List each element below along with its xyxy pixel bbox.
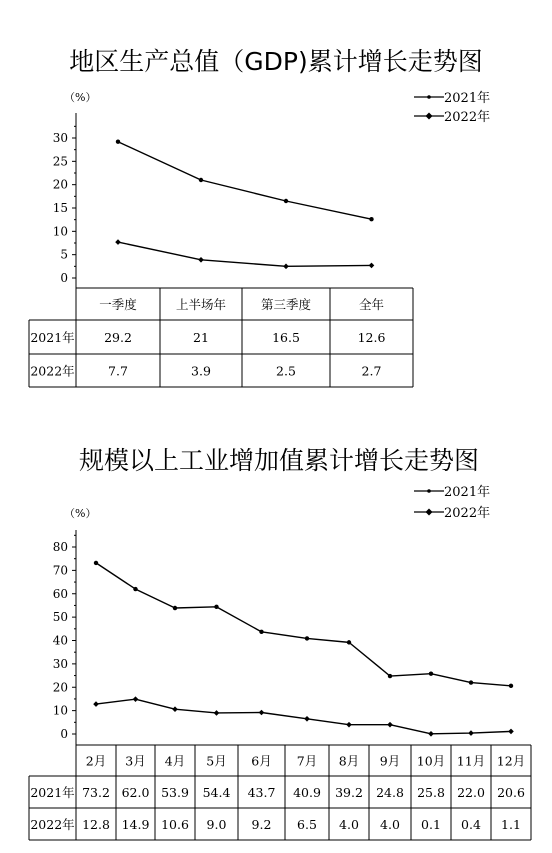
y-tick-label: 15	[52, 201, 68, 215]
table-value-cell: 2.7	[361, 363, 382, 379]
table-header-cell: 12月	[496, 753, 526, 769]
data-point-2022	[214, 710, 220, 716]
data-point-2021	[509, 684, 513, 688]
table-value-cell: 6.5	[297, 817, 317, 832]
table-header-cell: 全年	[358, 297, 385, 312]
data-point-2022	[346, 722, 352, 728]
data-point-2022	[304, 716, 310, 722]
legend-label-2022: 2022年	[444, 110, 491, 125]
chart-1-data-table	[29, 288, 413, 387]
table-header-cell: 10月	[416, 753, 446, 769]
series-line-2021	[118, 142, 372, 219]
data-point-2021	[305, 636, 309, 640]
table-row-label: 2021年	[30, 330, 75, 345]
data-point-2021	[173, 606, 177, 610]
table-value-cell: 43.7	[247, 785, 276, 800]
data-point-2021	[469, 680, 473, 684]
table-value-cell: 2.5	[276, 363, 296, 379]
table-header-cell: 4月	[164, 753, 186, 769]
table-value-cell: 53.9	[161, 785, 189, 800]
data-point-2022	[115, 239, 121, 245]
data-point-2022	[198, 257, 204, 263]
table-row-label: 2021年	[30, 785, 75, 800]
chart-1-legend	[414, 90, 490, 125]
data-point-2022	[259, 710, 265, 716]
table-value-cell: 21	[193, 330, 209, 345]
y-tick-label: 10	[52, 224, 68, 239]
legend-marker-2021	[427, 489, 431, 493]
series-line-2021	[96, 563, 511, 686]
table-row-label: 2022年	[30, 817, 75, 832]
data-point-2021	[94, 561, 98, 565]
chart-1-plot-lines	[115, 140, 374, 270]
table-header-cell: 2月	[85, 753, 107, 769]
table-value-cell: 22.0	[457, 785, 485, 800]
table-value-cell: 40.9	[293, 785, 321, 800]
table-header-cell: 6月	[251, 753, 272, 769]
y-tick-label: 40	[52, 633, 68, 648]
table-value-cell: 39.2	[335, 785, 363, 800]
chart-2-y-axis	[53, 530, 76, 745]
table-value-cell: 10.6	[161, 817, 189, 832]
table-value-cell: 14.9	[121, 817, 150, 832]
table-row-label: 2022年	[30, 363, 75, 379]
y-tick-label: 50	[52, 610, 68, 625]
data-point-2022	[468, 730, 474, 736]
table-value-cell: 1.1	[501, 817, 521, 832]
legend-label-2022: 2022年	[444, 506, 491, 521]
legend-label-2021: 2021年	[444, 91, 491, 106]
chart-2-title: 规模以上工业增加值累计增长走势图	[78, 446, 480, 475]
table-header-cell: 上半场年	[175, 297, 227, 312]
data-point-2022	[283, 264, 289, 270]
table-value-cell: 20.6	[497, 785, 525, 800]
table-header-cell: 8月	[338, 753, 360, 769]
y-tick-label: 25	[52, 154, 68, 169]
data-point-2022	[387, 722, 393, 728]
table-header-cell: 一季度	[99, 297, 137, 312]
y-tick-label: 20	[52, 680, 68, 695]
table-value-cell: 62.0	[121, 785, 150, 800]
table-value-cell: 3.9	[191, 363, 211, 379]
table-value-cell: 12.6	[357, 330, 386, 345]
data-point-2022	[133, 696, 139, 702]
table-value-cell: 9.2	[251, 817, 272, 832]
table-value-cell: 0.1	[421, 817, 441, 832]
y-tick-label: 80	[52, 540, 68, 554]
data-point-2021	[388, 674, 392, 678]
y-tick-label: 70	[52, 563, 68, 578]
series-line-2022	[96, 699, 511, 734]
legend-label-2021: 2021年	[444, 485, 491, 500]
table-value-cell: 16.5	[272, 330, 300, 345]
series-line-2022	[118, 242, 372, 266]
y-tick-label: 0	[60, 271, 68, 285]
y-tick-label: 30	[52, 131, 68, 145]
table-value-cell: 9.0	[206, 817, 227, 832]
y-tick-label: 60	[52, 586, 68, 601]
data-point-2021	[133, 587, 137, 591]
table-value-cell: 4.0	[380, 817, 400, 832]
legend-marker-2022	[426, 509, 433, 516]
data-point-2022	[428, 731, 434, 737]
chart-1-unit-label: （%）	[64, 91, 97, 104]
chart-2-unit-label: （%）	[64, 507, 97, 520]
table-value-cell: 29.2	[104, 330, 132, 345]
y-tick-label: 10	[52, 703, 68, 718]
table-value-cell: 54.4	[202, 785, 231, 800]
table-header-cell: 3月	[125, 753, 146, 769]
data-point-2021	[116, 140, 120, 144]
legend-marker-2022	[426, 113, 433, 120]
chart-1-title: 地区生产总值（GDP)累计增长走势图	[69, 47, 483, 76]
data-point-2022	[508, 729, 514, 735]
table-value-cell: 73.2	[82, 785, 110, 800]
data-point-2021	[199, 178, 203, 182]
chart-1-y-axis	[53, 113, 76, 288]
y-tick-label: 30	[52, 656, 68, 671]
table-value-cell: 7.7	[108, 363, 128, 379]
y-tick-label: 5	[60, 247, 68, 262]
data-point-2022	[172, 706, 178, 712]
data-point-2021	[369, 217, 373, 221]
table-value-cell: 4.0	[339, 817, 359, 832]
table-value-cell: 24.8	[376, 785, 404, 800]
y-tick-label: 0	[60, 727, 68, 741]
table-header-cell: 5月	[206, 753, 227, 769]
table-header-cell: 第三季度	[260, 297, 312, 312]
data-point-2021	[284, 199, 288, 203]
data-point-2021	[214, 605, 218, 609]
table-header-cell: 7月	[296, 753, 318, 769]
table-value-cell: 0.4	[461, 817, 481, 832]
table-header-cell: 11月	[456, 753, 486, 769]
chart-2-legend	[414, 484, 490, 521]
table-header-cell: 9月	[379, 753, 401, 769]
chart-2-plot-lines	[93, 561, 514, 737]
data-point-2022	[93, 701, 99, 707]
table-value-cell: 25.8	[417, 785, 445, 800]
data-point-2021	[429, 671, 433, 675]
data-point-2022	[369, 263, 375, 269]
chart-2-data-table	[29, 745, 531, 840]
table-value-cell: 12.8	[82, 817, 110, 832]
data-point-2021	[347, 640, 351, 644]
y-tick-label: 20	[52, 177, 68, 192]
data-point-2021	[259, 630, 263, 634]
legend-marker-2021	[427, 95, 431, 99]
